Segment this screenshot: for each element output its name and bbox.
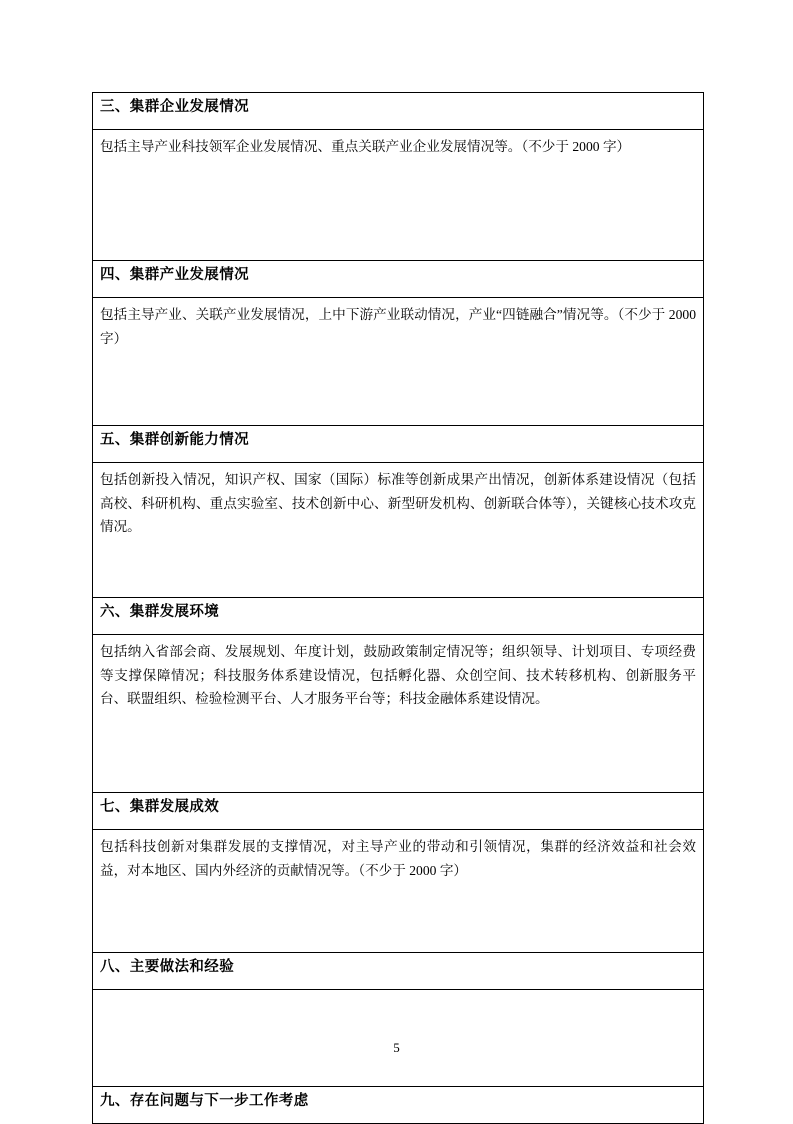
- table-row: [93, 426, 704, 463]
- section-heading-7: 七、集群发展成效: [93, 793, 704, 830]
- table-row: [93, 635, 704, 793]
- table-row: [93, 953, 704, 990]
- section-heading-8: 八、主要做法和经验: [93, 953, 704, 990]
- section-body-8[interactable]: [93, 990, 704, 1087]
- table-row: [93, 598, 704, 635]
- table-row: [93, 830, 704, 953]
- table-row: [93, 130, 704, 261]
- section-heading-3: 三、集群企业发展情况: [93, 93, 704, 130]
- table-row: [93, 1087, 704, 1124]
- section-heading-5: 五、集群创新能力情况: [93, 426, 704, 463]
- page-number: 5: [393, 1040, 400, 1055]
- section-heading-6: 六、集群发展环境: [93, 598, 704, 635]
- section-heading-9: 九、存在问题与下一步工作考虑: [93, 1087, 704, 1124]
- table-row: [93, 793, 704, 830]
- table-row: [93, 93, 704, 130]
- table-row: [93, 463, 704, 598]
- section-body-3[interactable]: 包括主导产业科技领军企业发展情况、重点关联产业企业发展情况等。（不少于 2000 字）: [93, 130, 704, 261]
- section-heading-4: 四、集群产业发展情况: [93, 261, 704, 298]
- section-body-4[interactable]: 包括主导产业、关联产业发展情况，上中下游产业联动情况，产业“四链融合”情况等。（不少于 2000 字）: [93, 298, 704, 426]
- section-body-7[interactable]: 包括科技创新对集群发展的支撑情况，对主导产业的带动和引领情况，集群的经济效益和社会效益，对本地区、国内外经济的贡献情况等。（不少于 2000 字）: [93, 830, 704, 953]
- section-body-6[interactable]: 包括纳入省部会商、发展规划、年度计划，鼓励政策制定情况等；组织领导、计划项目、专项经费等支撑保障情况；科技服务体系建设情况，包括孵化器、众创空间、技术转移机构、创新服务平台、联盟组织、检验检测平台、人才服务平台等；科技金融体系建设情况。: [93, 635, 704, 793]
- table-row: [93, 261, 704, 298]
- cluster-report-form-table: [92, 92, 704, 1124]
- table-row: [93, 990, 704, 1087]
- section-body-5[interactable]: 包括创新投入情况，知识产权、国家（国际）标准等创新成果产出情况，创新体系建设情况（包括高校、科研机构、重点实验室、技术创新中心、新型研发机构、创新联合体等），关键核心技术攻克情况。: [93, 463, 704, 598]
- table-row: [93, 298, 704, 426]
